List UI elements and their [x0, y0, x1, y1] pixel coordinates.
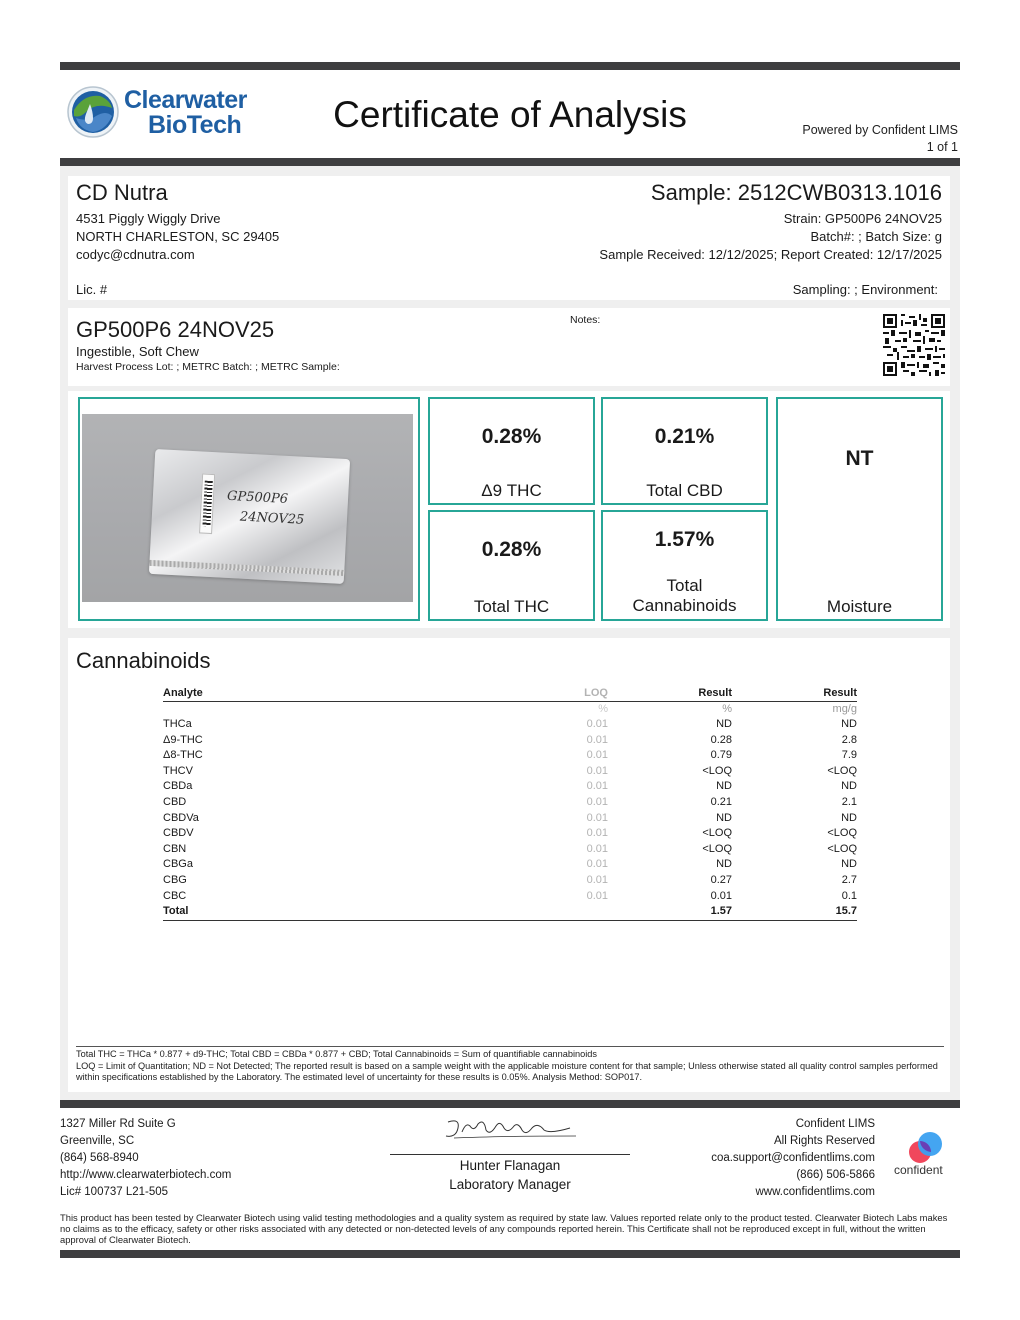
cell-result-percent: 0.01 — [710, 889, 732, 902]
cell-result-percent: ND — [716, 718, 732, 731]
sample-details-block — [599, 210, 942, 264]
cell-result-mg: <LOQ — [827, 842, 857, 855]
units-analyte — [163, 701, 413, 717]
lab-website-link[interactable]: http://www.clearwaterbiotech.com — [60, 1169, 232, 1181]
cell-analyte: Δ9-THC — [163, 733, 203, 746]
cell-result-percent: <LOQ — [702, 827, 732, 840]
handwritten-strain: GP500P6 — [226, 488, 289, 507]
sample-photo — [82, 414, 413, 602]
cell-loq: 0.01 — [586, 827, 608, 840]
cell-loq: 0.01 — [586, 842, 608, 855]
total-analyte: Total — [163, 904, 413, 920]
total-loq — [413, 904, 608, 920]
table-total-row — [163, 904, 857, 920]
units-result-percent: % — [722, 702, 732, 715]
cell-loq: 0.01 — [586, 749, 608, 762]
lab-contact-block — [60, 1116, 231, 1201]
table-row — [163, 857, 857, 873]
lab-phone: (864) 568-8940 — [60, 1152, 139, 1164]
lims-name: Confident LIMS — [795, 1118, 875, 1130]
calculation-footnote — [76, 1046, 944, 1084]
table-header-row — [163, 686, 857, 701]
barcode-label — [199, 473, 215, 534]
cell-loq: 0.01 — [586, 811, 608, 824]
signature-image — [440, 1114, 580, 1144]
d9-thc-value: 0.28% — [481, 425, 542, 448]
d9-thc-box — [428, 397, 595, 505]
header-loq: LOQ — [413, 686, 608, 701]
client-address-line1: 4531 Piggly Wiggly Drive — [76, 211, 221, 226]
table-row — [163, 779, 857, 795]
cell-analyte: CBDV — [163, 827, 194, 840]
cell-result-mg: 2.1 — [841, 796, 857, 809]
cell-result-mg: ND — [841, 858, 857, 871]
sample-batch: Batch#: ; Batch Size: g — [810, 229, 942, 244]
units-row — [163, 701, 857, 717]
cell-result-percent: <LOQ — [702, 842, 732, 855]
cell-loq: 0.01 — [586, 733, 608, 746]
client-license: Lic. # — [76, 282, 108, 297]
lab-license: Lic# 100737 L21-505 — [60, 1186, 169, 1198]
cell-analyte: CBDa — [163, 780, 193, 793]
lab-address-line2: Greenville, SC — [60, 1135, 135, 1147]
moisture-label: Moisture — [826, 597, 893, 616]
confident-logo-text: confident — [894, 1163, 943, 1177]
moisture-value: NT — [845, 447, 874, 470]
total-result-percent: 1.57 — [608, 904, 732, 920]
lims-email-link[interactable]: coa.support@confidentlims.com — [711, 1152, 875, 1164]
total-cannabinoids-label-line2: Cannabinoids — [632, 596, 737, 615]
signature-line — [390, 1154, 630, 1155]
logo-text-clearwater: Clearwater — [124, 86, 247, 114]
powered-by-text: Powered by Confident LIMS — [802, 123, 958, 137]
cell-analyte: THCV — [163, 764, 193, 777]
cell-result-percent: 0.27 — [710, 874, 732, 887]
cell-result-mg: ND — [841, 718, 857, 731]
sample-strain: Strain: GP500P6 24NOV25 — [783, 211, 942, 226]
cell-result-percent: 0.21 — [710, 796, 732, 809]
product-type: Ingestible, Soft Chew — [76, 344, 199, 359]
logo-text-biotech: BioTech — [148, 111, 242, 139]
sampling-environment: Sampling: ; Environment: — [792, 282, 938, 297]
total-result-mg: 15.7 — [732, 904, 857, 920]
sample-dates: Sample Received: 12/12/2025; Report Created: 12/17/2025 — [599, 247, 942, 262]
table-row — [163, 826, 857, 842]
page-title: Certificate of Analysis — [333, 94, 687, 135]
handwritten-date: 24NOV25 — [239, 509, 305, 528]
cell-analyte: CBDVa — [163, 811, 199, 824]
lims-website-link[interactable]: www.confidentlims.com — [755, 1186, 875, 1198]
bottom-bar — [60, 1250, 960, 1258]
bag-seal — [149, 560, 344, 576]
signer-name: Hunter Flanagan — [459, 1158, 561, 1173]
client-name: CD Nutra — [76, 180, 168, 205]
sample-id: Sample: 2512CWB0313.1016 — [650, 180, 942, 205]
product-name: GP500P6 24NOV25 — [76, 317, 275, 342]
client-email: codyc@cdnutra.com — [76, 247, 195, 262]
cell-loq: 0.01 — [586, 796, 608, 809]
cannabinoids-section-title: Cannabinoids — [76, 648, 211, 673]
cell-loq: 0.01 — [586, 858, 608, 871]
cell-analyte: CBN — [163, 842, 187, 855]
total-cannabinoids-label-line1: Total — [666, 576, 703, 595]
header-analyte: Analyte — [163, 686, 413, 701]
total-cannabinoids-value: 1.57% — [654, 528, 715, 551]
cell-result-percent: ND — [716, 858, 732, 871]
cell-result-mg: 2.7 — [841, 874, 857, 887]
cell-analyte: THCa — [163, 718, 192, 731]
table-row — [163, 795, 857, 811]
table-row — [163, 764, 857, 780]
powered-by-block — [802, 122, 958, 156]
cell-result-mg: 7.9 — [841, 749, 857, 762]
table-row — [163, 733, 857, 749]
cell-result-mg: <LOQ — [827, 827, 857, 840]
units-result-mg: mg/g — [832, 702, 857, 715]
cell-result-percent: <LOQ — [702, 764, 732, 777]
cell-result-percent: ND — [716, 780, 732, 793]
total-cbd-value: 0.21% — [654, 425, 715, 448]
header-result-percent: Result — [608, 686, 732, 701]
total-thc-box — [428, 510, 595, 621]
moisture-box — [776, 397, 943, 621]
page-number: 1 of 1 — [926, 140, 958, 154]
table-row — [163, 811, 857, 827]
client-address-block — [76, 210, 279, 264]
cell-loq: 0.01 — [586, 764, 608, 777]
sample-bag-image — [149, 449, 350, 584]
cell-result-percent: ND — [716, 811, 732, 824]
barcode-icon — [202, 481, 212, 527]
harvest-metrc-info: Harvest Process Lot: ; METRC Batch: ; METRC Sample: — [76, 361, 340, 373]
cell-analyte: CBC — [163, 889, 187, 902]
cell-loq: 0.01 — [586, 874, 608, 887]
cell-analyte: CBGa — [163, 858, 193, 871]
lims-phone: (866) 506-5866 — [796, 1169, 875, 1181]
signer-block — [390, 1156, 630, 1194]
table-row — [163, 748, 857, 764]
qr-code-icon[interactable] — [883, 314, 945, 376]
table-row — [163, 842, 857, 858]
legal-disclaimer: This product has been tested by Clearwater Biotech using valid testing methodologies and a quality system as required by state law. Values reported relate only to the product tested. Clearwater Biotech Labs makes no claims as to the efficacy, safety or other risks associated with any detected or non-detected levels of any compounds reported herein. This Certificate shall not be reproduced except in full, without the written approval of Clearwater Biotech. — [60, 1212, 948, 1245]
cell-result-mg: 0.1 — [841, 889, 857, 902]
cell-result-mg: ND — [841, 780, 857, 793]
cell-result-mg: 2.8 — [841, 733, 857, 746]
lims-contact-block — [711, 1116, 875, 1201]
header-divider-bar — [60, 158, 960, 166]
cell-analyte: CBD — [163, 796, 187, 809]
footer-divider-bar — [60, 1100, 960, 1108]
cell-loq: 0.01 — [586, 780, 608, 793]
footnote-formulas: Total THC = THCa * 0.877 + d9-THC; Total CBD = CBDa * 0.877 + CBD; Total Cannabinoids = Sum of quantifiable cannabinoids — [76, 1049, 597, 1059]
table-row — [163, 873, 857, 889]
table-row — [163, 889, 857, 905]
cell-result-mg: ND — [841, 811, 857, 824]
confident-logo-icon — [900, 1128, 950, 1168]
lims-rights: All Rights Reserved — [774, 1135, 875, 1147]
total-thc-label: Total THC — [473, 597, 550, 616]
cell-result-mg: <LOQ — [827, 764, 857, 777]
total-thc-value: 0.28% — [481, 538, 542, 561]
cell-result-percent: 0.28 — [710, 733, 732, 746]
cell-result-percent: 0.79 — [710, 749, 732, 762]
total-cbd-box — [601, 397, 768, 505]
notes-label: Notes: — [570, 314, 601, 326]
table-row — [163, 717, 857, 733]
client-address-line2: NORTH CHARLESTON, SC 29405 — [76, 229, 280, 244]
total-cannabinoids-box — [601, 510, 768, 621]
lab-address-line1: 1327 Miller Rd Suite G — [60, 1118, 176, 1130]
top-bar — [60, 62, 960, 70]
d9-thc-label: Δ9 THC — [481, 481, 542, 500]
signer-title: Laboratory Manager — [449, 1177, 571, 1192]
units-loq: % — [598, 702, 608, 715]
cell-analyte: Δ8-THC — [163, 749, 203, 762]
cell-loq: 0.01 — [586, 889, 608, 902]
header-result-mg: Result — [732, 686, 857, 701]
total-cbd-label: Total CBD — [646, 481, 723, 500]
cell-loq: 0.01 — [586, 718, 608, 731]
cannabinoids-table — [163, 686, 857, 921]
cell-analyte: CBG — [163, 874, 187, 887]
footnote-definitions: LOQ = Limit of Quantitation; ND = Not Detected; The reported result is based on a sample weight with the applicable moisture content for that sample; Unless otherwise stated all quality control samples performed within specifications established by the Laboratory. The estimated level of uncertainty for these results is 0.05%. Analysis Method: SOP017. — [76, 1060, 938, 1082]
